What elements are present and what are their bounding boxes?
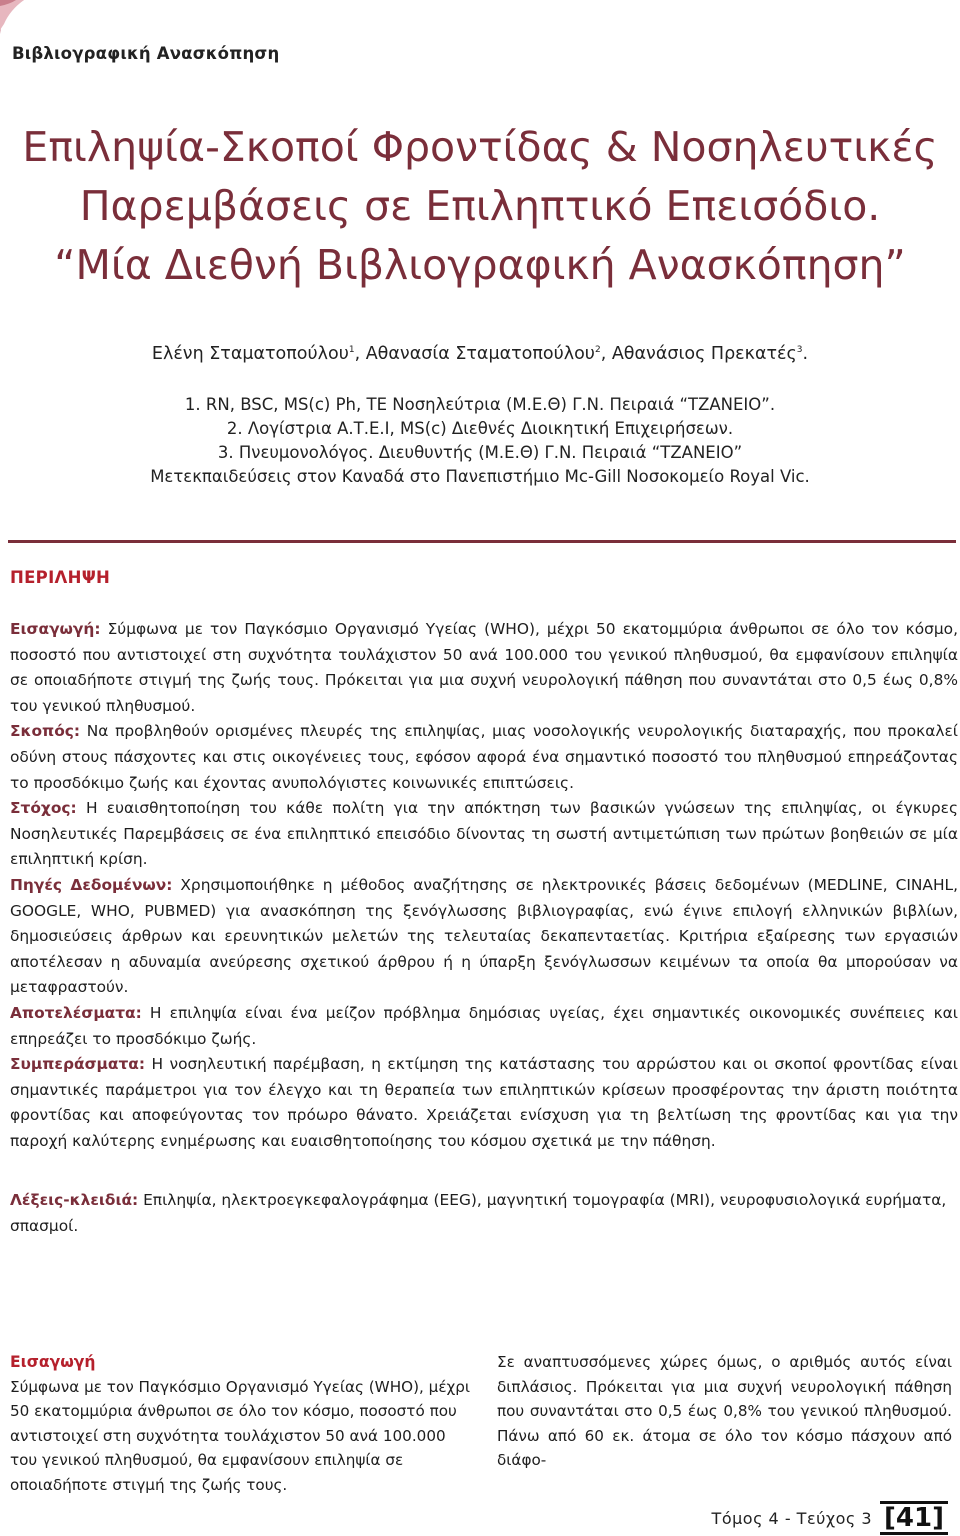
volume-issue: Τόμος 4 - Τεύχος 3 [711, 1508, 873, 1528]
abstract-heading: ΠΕΡΙΛΗΨΗ [10, 568, 111, 587]
body-text-left: Σύμφωνα με τον Παγκόσμιο Οργανισμό Υγείας (WHO), μέχρι 50 εκατομμύρια άνθρωποι σε όλο τον κόσμο, ποσοστό που αντιστοιχεί στη συχνότητα τουλάχιστον 50 ανά 100.000 του γενικού πληθυσμού, θα εμφανίσουν επιληψία σε οποιαδήποτε στιγμή της ζωής τους. [10, 1377, 471, 1494]
abstract-conclusions: Συμπεράσματα: Η νοσηλευτική παρέμβαση, η εκτίμηση της κατάστασης του αρρώστου και οι σκοποί φροντίδας είναι σημαντικές παράμετροι για τον έλεγχο και τη θεραπεία των επιληπτικών κρίσεων προσφέροντας την άριστη ποιότητα φροντίδας και αποφεύγοντας τον πρόωρο θάνατο. Χρειάζεται ενίσχυση για τη βελτίωση της φροντίδας και για την παροχή καλύτερης ενημέρωσης και ευαισθητοποίησης του κόσμου σχετικά με την πάθηση. [10, 1055, 958, 1150]
author-name: Αθανασία Σταματοπούλου [365, 344, 595, 364]
page-number: [41] [880, 1501, 948, 1535]
body-column-left [10, 1350, 472, 1497]
abstract-data-sources: Πηγές Δεδομένων: Χρησιμοποιήθηκε η μέθοδος αναζήτησης σε ηλεκτρονικές βάσεις δεδομένων (MEDLINE, CINAHL, GOOGLE, WHO, PUBMED) για ανασκόπηση της ξενόγλωσσης βιβλιογραφίας, ενώ έγινε επιλογή ελληνικών βιβλίων, δημοσιεύσεις άρθρων και ερευνητικών μελετών της τελευταίας δεκαπενταετίας. Κριτήρια εξαίρεσης των εργασιών αποτέλεσαν η αδυναμία ανεύρεσης σχετικού άρθρου ή η ύπαρξη ξενόγλωσσων κειμένων τα οποία θα μπορούσαν να μεταφραστούν. [10, 875, 958, 997]
affiliation-line: 2. Λογίστρια Α.Τ.Ε.Ι, MS(c) Διεθνές Διοικητική Επιχειρήσεων. [226, 419, 734, 438]
author-affiliation-mark: 3 [796, 345, 803, 356]
section-divider [8, 540, 956, 543]
abstract-results: Αποτελέσματα: Η επιληψία είναι ένα μείζον πρόβλημα δημόσιας υγείας, έχει σημαντικές οικονομικές συνέπειες και επηρεάζει το προσδόκιμο ζωής. [10, 1003, 958, 1048]
keywords: Λέξεις-κλειδιά: Επιληψία, ηλεκτροεγκεφαλογράφημα (EEG), μαγνητική τομογραφία (MRI), νευροφυσιολογικά ευρήματα, σπασμοί. [10, 1191, 947, 1236]
title-line-3: “Μία Διεθνή Βιβλιογραφική Ανασκόπηση” [54, 241, 906, 289]
abstract-introduction: Εισαγωγή: Σύμφωνα με τον Παγκόσμιο Οργανισμό Υγείας (WHO), μέχρι 50 εκατομμύρια άνθρωποι σε όλο τον κόσμο, ποσοστό που αντιστοιχεί στη συχνότητα τουλάχιστον 50 ανά 100.000 του γενικού πληθυσμού, θα εμφανίσουν επιληψία σε οποιαδήποτε στιγμή της ζωής τους. Πρόκειται για μια συχνή νευρολογική πάθηση που συναντάται στο 0,5 έως 0,8% του γενικού πληθυσμού. [10, 620, 958, 715]
title-line-2: Παρεμβάσεις σε Επιληπτικό Επεισόδιο. [79, 182, 881, 230]
affiliations [0, 393, 960, 489]
body-column-right [497, 1350, 952, 1473]
affiliation-line: Μετεκπαιδεύσεις στον Καναδά στο Πανεπιστήμιο Mc-Gill Νοσοκομείο Royal Vic. [150, 467, 810, 486]
abstract-body [10, 617, 958, 1240]
author-affiliation-mark: 2 [594, 345, 601, 356]
author-name: Αθανάσιος Πρεκατές [611, 344, 797, 364]
body-text-right: Σε αναπτυσσόμενες χώρες όμως, ο αριθμός αυτός είναι διπλάσιος. Πρόκειται για μια συχνή νευρολογική πάθηση που συναντάται στο 0,5 έως 0,8% του γενικού πληθυσμού. Πάνω από 60 εκ. άτομα σε όλο τον κόσμο πάσχουν από διάφο- [497, 1353, 952, 1469]
corner-mark [0, 0, 26, 34]
section-label: Βιβλιογραφική Ανασκόπηση [12, 44, 280, 63]
author-name: Ελένη Σταματοπούλου [151, 344, 349, 364]
article-title [0, 118, 960, 295]
abstract-objective: Στόχος: Η ευαισθητοποίηση του κάθε πολίτη για την απόκτηση των βασικών γνώσεων της επιληψίας, οι έγκυρες Νοσηλευτικές Παρεμβάσεις σε ένα επιληπτικό επεισόδιο δίνοντας τη σωστή αντιμετώπιση των πρώτων βοηθειών σε μία επιληπτική κρίση. [10, 799, 958, 869]
abstract-aim: Σκοπός: Να προβληθούν ορισμένες πλευρές της επιληψίας, μιας νοσολογικής νευρολογικής διαταραχής, που προκαλεί οδύνη στους πάσχοντες και στις οικογένειες τους, εφόσον αφορά ένα σημαντικό ποσοστό του πληθυσμού επηρεάζοντας το προσδόκιμο ζωής και έχοντας ανυπολόγιστες κοινωνικές επιπτώσεις. [10, 722, 958, 792]
author-affiliation-mark: 1 [348, 345, 355, 356]
title-line-1: Επιληψία-Σκοποί Φροντίδας & Νοσηλευτικές [22, 123, 938, 171]
introduction-heading: Εισαγωγή [10, 1353, 96, 1371]
affiliation-line: 1. RN, BSC, MS(c) Ph, TE Νοσηλεύτρια (Μ.Ε.Θ) Γ.Ν. Πειραιά “ΤΖΑΝΕΙΟ”. [184, 395, 776, 414]
page-footer [712, 1500, 948, 1536]
affiliation-line: 3. Πνευμονολόγος. Διευθυντής (Μ.Ε.Θ) Γ.Ν. Πειραιά “ΤΖΑΝΕΙΟ” [217, 443, 743, 462]
author-list: Ελένη Σταματοπούλου$^1$, Αθανασία Σταματοπούλου$^2$, Αθανάσιος Πρεκατές$^3$. [151, 344, 809, 364]
